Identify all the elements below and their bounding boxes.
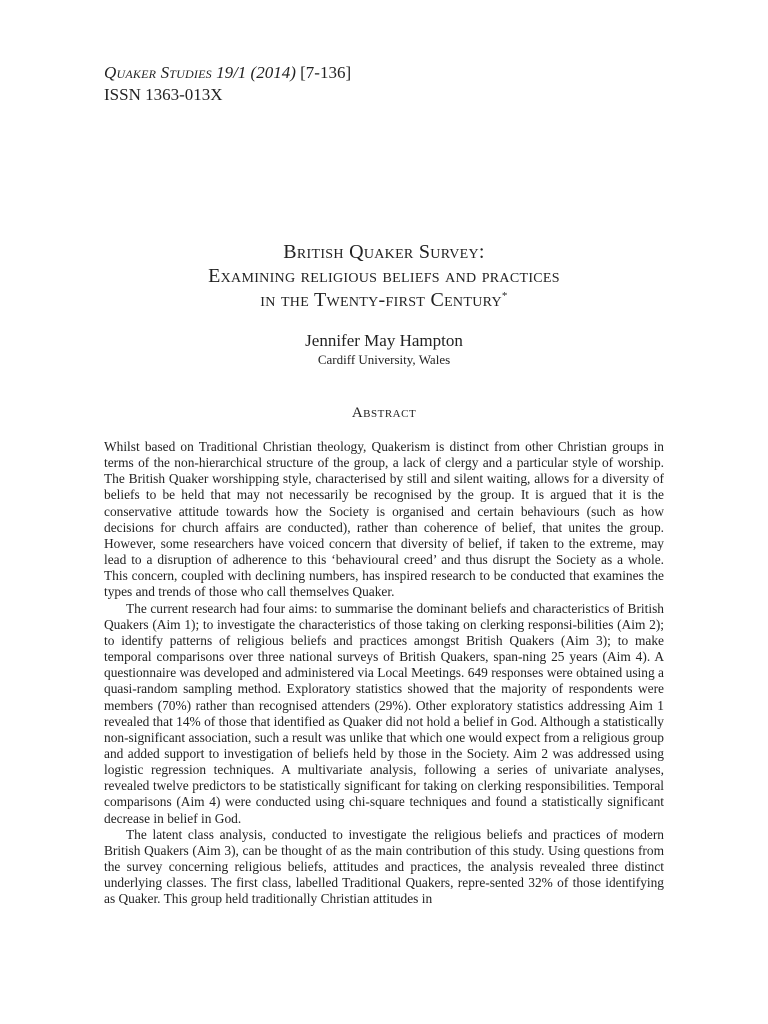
- page-range: [7-136]: [300, 63, 352, 82]
- author-name: Jennifer May Hampton: [305, 331, 463, 350]
- journal-citation: [104, 62, 351, 84]
- abstract-paragraph-3: The latent class analysis, conducted to investigate the religious beliefs and practices of modern British Quakers (Aim 3), can be thought of as the main contribution of this study. Using questions from the survey concerning religious beliefs, attitudes and practices, the analysis revealed three distinct underlying classes. The first class, labelled Traditional Quakers, repre-sented 32% of those identifying as Quaker. This group held traditionally Christian attitudes in: [104, 826, 664, 907]
- abstract-paragraph-1: Whilst based on Traditional Christian theology, Quakerism is distinct from other Christian groups in terms of the non-hierarchical structure of the group, a lack of clergy and a particular style of worship. The British Quaker worshipping style, characterised by still and silent waiting, allows for a diversity of beliefs to be held that may not necessarily be recognised by the group. It is argued that it is the conservative attitude towards how the Society is organised and certain behaviours (such as how decisions for church affairs are conducted), rather than coherence of belief, that unites the group. However, some researchers have voiced concern that diversity of belief, if taken to the extreme, may lead to a disruption of adherence to this ‘behavioural creed’ and thus disrupt the Society as a whole. This concern, coupled with declining numbers, has inspired research to be conducted that examines the types and trends of those who call themselves Quaker.: [104, 439, 664, 600]
- abstract-heading: Abstract: [351, 405, 417, 421]
- title-line-3-text: in the Twenty-first Century: [260, 289, 502, 311]
- issn: ISSN 1363-013X: [104, 85, 223, 104]
- journal-volume: 19/1 (2014): [216, 63, 296, 82]
- footnote-marker[interactable]: *: [501, 290, 508, 302]
- abstract-paragraph-2: The current research had four aims: to summarise the dominant beliefs and characteristics of British Quakers (Aim 1); to investigate the characteristics of those taking on clerking responsi-bilities (Aim 2); to identify patterns of religious beliefs and practices amongst British Quakers (Aim 3); to make temporal comparisons over three national surveys of British Quakers, span-ning 25 years (Aim 4). A questionnaire was developed and administered via Local Meetings. 649 responses were obtained using a quasi-random sampling method. Exploratory statistics showed that the majority of respondents were members (70%) rather than recognised attenders (29%). Other exploratory statistics addressing Aim 1 revealed that 14% of those that identified as Quaker did not hold a belief in God. Although a statistically non-significant association, such a result was unlike that which one would expect from a religious group and added support to investigation of beliefs held by those in the Society. Aim 2 was addressed using logistic regression techniques. A multivariate analysis, following a series of univariate analyses, revealed twelve predictors to be statistically significant for taking on clerking responsibilities. Temporal comparisons (Aim 4) were conducted using chi-square techniques and found a statistically significant decrease in belief in God.: [104, 600, 664, 826]
- journal-name: Quaker Studies: [104, 63, 212, 82]
- article-title: [104, 240, 664, 312]
- title-line-2: Examining religious beliefs and practices: [208, 265, 560, 287]
- abstract-body: [104, 439, 664, 908]
- author-affiliation: Cardiff University, Wales: [317, 352, 451, 367]
- title-line-3: [104, 288, 664, 312]
- title-line-1: British Quaker Survey:: [283, 241, 485, 263]
